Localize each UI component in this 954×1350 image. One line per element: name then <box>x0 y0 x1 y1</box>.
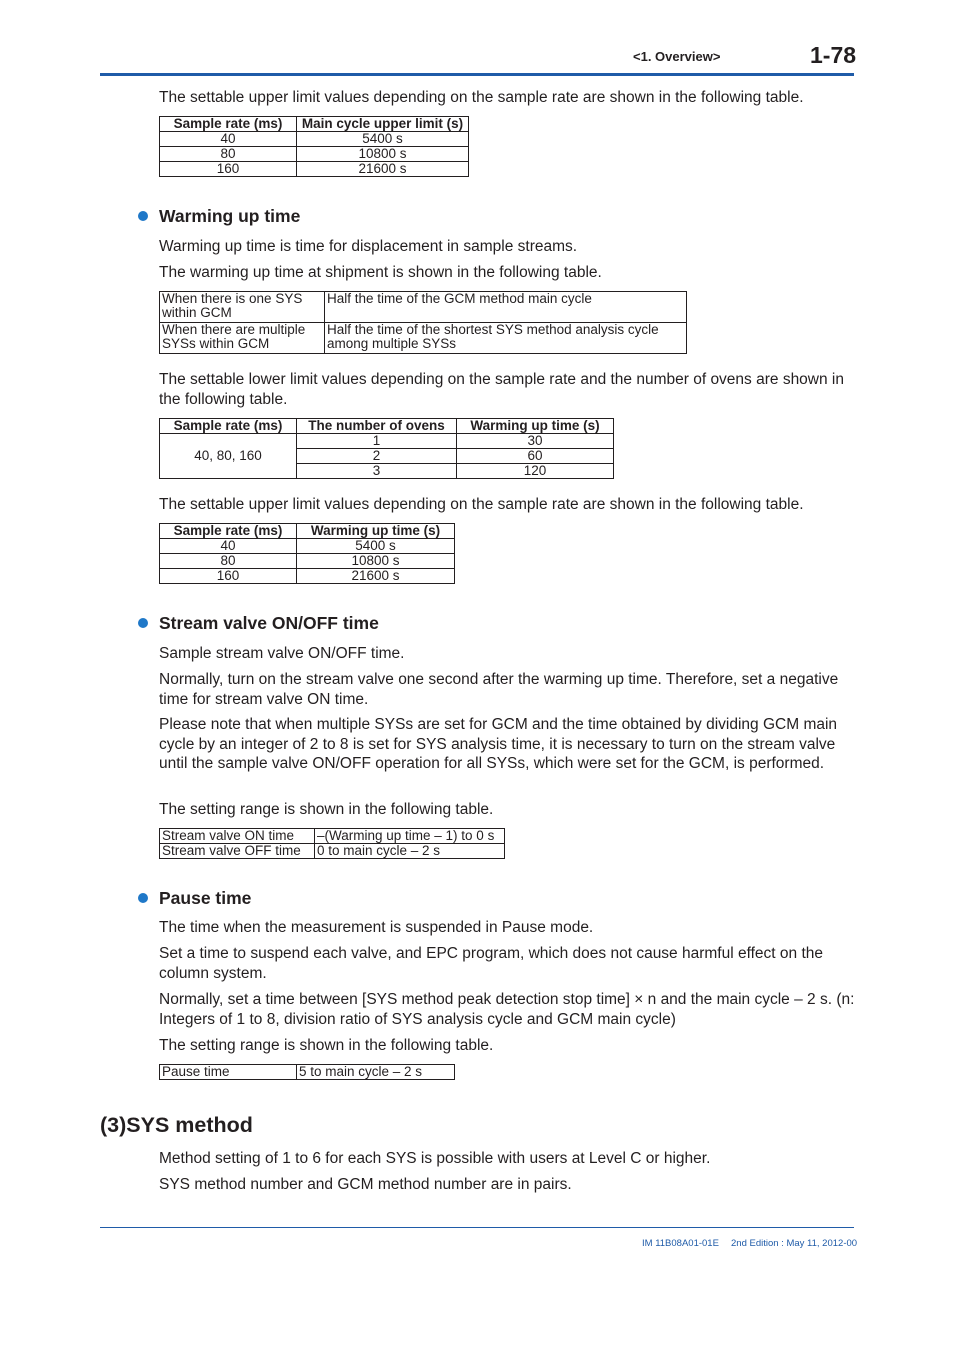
table-cell: Pause time <box>160 1065 297 1080</box>
table-cell: 21600 s <box>297 569 455 584</box>
bullet-icon <box>138 618 148 628</box>
table-cell: Stream valve ON time <box>160 829 315 844</box>
heading-warming-up-time: Warming up time <box>159 206 301 226</box>
table-header: Sample rate (ms) <box>160 419 297 434</box>
table-cell: 30 <box>457 434 614 449</box>
table-cell: 120 <box>457 464 614 479</box>
table-cell: –(Warming up time – 1) to 0 s <box>315 829 505 844</box>
table-cell: 21600 s <box>297 162 469 177</box>
paragraph: Please note that when multiple SYSs are set for GCM and the time obtained by dividing GCM main cycle by an integer of 2 to 8 is set for SYS analysis time, it is necessary to turn on the stream valve until the sample valve ON/OFF operation for all SYSs, which were set for the GCM, is performed. <box>159 716 838 772</box>
table-header: Sample rate (ms) <box>160 117 297 132</box>
table-cell: 5400 s <box>297 132 469 147</box>
table-row <box>160 323 687 354</box>
table-cell: Stream valve OFF time <box>160 844 315 859</box>
section-label: <1. Overview> <box>633 49 721 64</box>
table-cell: When there are multiple SYSs within GCM <box>160 323 325 354</box>
table-cell: 80 <box>160 554 297 569</box>
table-cell: Half the time of the GCM method main cycle <box>325 292 687 323</box>
paragraph: Method setting of 1 to 6 for each SYS is possible with users at Level C or higher. <box>159 1150 711 1167</box>
table-header: The number of ovens <box>297 419 457 434</box>
paragraph: Sample stream valve ON/OFF time. <box>159 645 405 662</box>
heading-sys-method: (3)SYS method <box>100 1113 253 1137</box>
heading-pause-time: Pause time <box>159 888 252 908</box>
paragraph: The settable lower limit values depending on the sample rate and the number of ovens are shown in the following table. <box>159 371 844 408</box>
paragraph: Normally, set a time between [SYS method peak detection stop time] × n and the main cycle – 2 s. (n: Integers of 1 to 8, division ratio of SYS analysis cycle and GCM main cycle) <box>159 991 855 1028</box>
warming-lower-limit-table <box>159 418 614 479</box>
page-number: 1-78 <box>810 42 857 68</box>
table-row <box>160 844 505 859</box>
table-cell: 10800 s <box>297 554 455 569</box>
table-header: Main cycle upper limit (s) <box>297 117 469 132</box>
table-row <box>160 132 469 147</box>
footer-rule <box>100 1227 854 1228</box>
table-cell: 5 to main cycle – 2 s <box>297 1065 455 1080</box>
table-cell: 60 <box>457 449 614 464</box>
edition-info: 2nd Edition : May 11, 2012-00 <box>731 1238 858 1249</box>
paragraph-upper-limit: The settable upper limit values depending on the sample rate are shown in the following table. <box>159 89 804 106</box>
table-row <box>160 569 455 584</box>
table-header: Sample rate (ms) <box>160 524 297 539</box>
heading-stream-valve-time: Stream valve ON/OFF time <box>159 613 379 633</box>
table-row <box>160 829 505 844</box>
table-row <box>160 292 687 323</box>
table-cell: Half the time of the shortest SYS method analysis cycle among multiple SYSs <box>325 323 687 354</box>
table-cell: 3 <box>297 464 457 479</box>
bullet-icon <box>138 893 148 903</box>
paragraph: SYS method number and GCM method number are in pairs. <box>159 1176 572 1193</box>
main-cycle-table <box>159 116 469 177</box>
table-header: Warming up time (s) <box>457 419 614 434</box>
table-cell: When there is one SYS within GCM <box>160 292 325 323</box>
paragraph: Normally, turn on the stream valve one second after the warming up time. Therefore, set a negative time for stream valve ON time. <box>159 671 839 708</box>
paragraph: The time when the measurement is suspended in Pause mode. <box>159 919 594 936</box>
table-row <box>160 434 614 449</box>
paragraph: Warming up time is time for displacement in sample streams. <box>159 238 578 255</box>
table-cell: 160 <box>160 162 297 177</box>
table-cell: 40 <box>160 539 297 554</box>
table-cell: 5400 s <box>297 539 455 554</box>
bullet-icon <box>138 211 148 221</box>
table-cell: 160 <box>160 569 297 584</box>
paragraph: The warming up time at shipment is shown in the following table. <box>159 264 602 281</box>
paragraph: The settable upper limit values depending on the sample rate are shown in the following table. <box>159 496 804 513</box>
shipment-warming-table <box>159 291 687 354</box>
table-row <box>160 539 455 554</box>
table-row <box>160 147 469 162</box>
table-cell: 0 to main cycle – 2 s <box>315 844 505 859</box>
table-row <box>160 1065 455 1080</box>
paragraph: Set a time to suspend each valve, and EPC program, which does not cause harmful effect on the column system. <box>159 945 824 982</box>
paragraph: The setting range is shown in the following table. <box>159 1037 494 1054</box>
stream-valve-table <box>159 828 505 859</box>
table-cell: 40, 80, 160 <box>160 434 297 479</box>
table-row <box>160 162 469 177</box>
table-cell: 2 <box>297 449 457 464</box>
table-cell: 80 <box>160 147 297 162</box>
document-number: IM 11B08A01-01E <box>642 1238 719 1249</box>
header-rule <box>100 73 854 76</box>
warming-upper-limit-table <box>159 523 455 584</box>
table-cell: 1 <box>297 434 457 449</box>
table-cell: 10800 s <box>297 147 469 162</box>
table-header: Warming up time (s) <box>297 524 455 539</box>
pause-time-table <box>159 1064 455 1080</box>
table-cell: 40 <box>160 132 297 147</box>
paragraph: The setting range is shown in the following table. <box>159 801 494 818</box>
table-row <box>160 554 455 569</box>
